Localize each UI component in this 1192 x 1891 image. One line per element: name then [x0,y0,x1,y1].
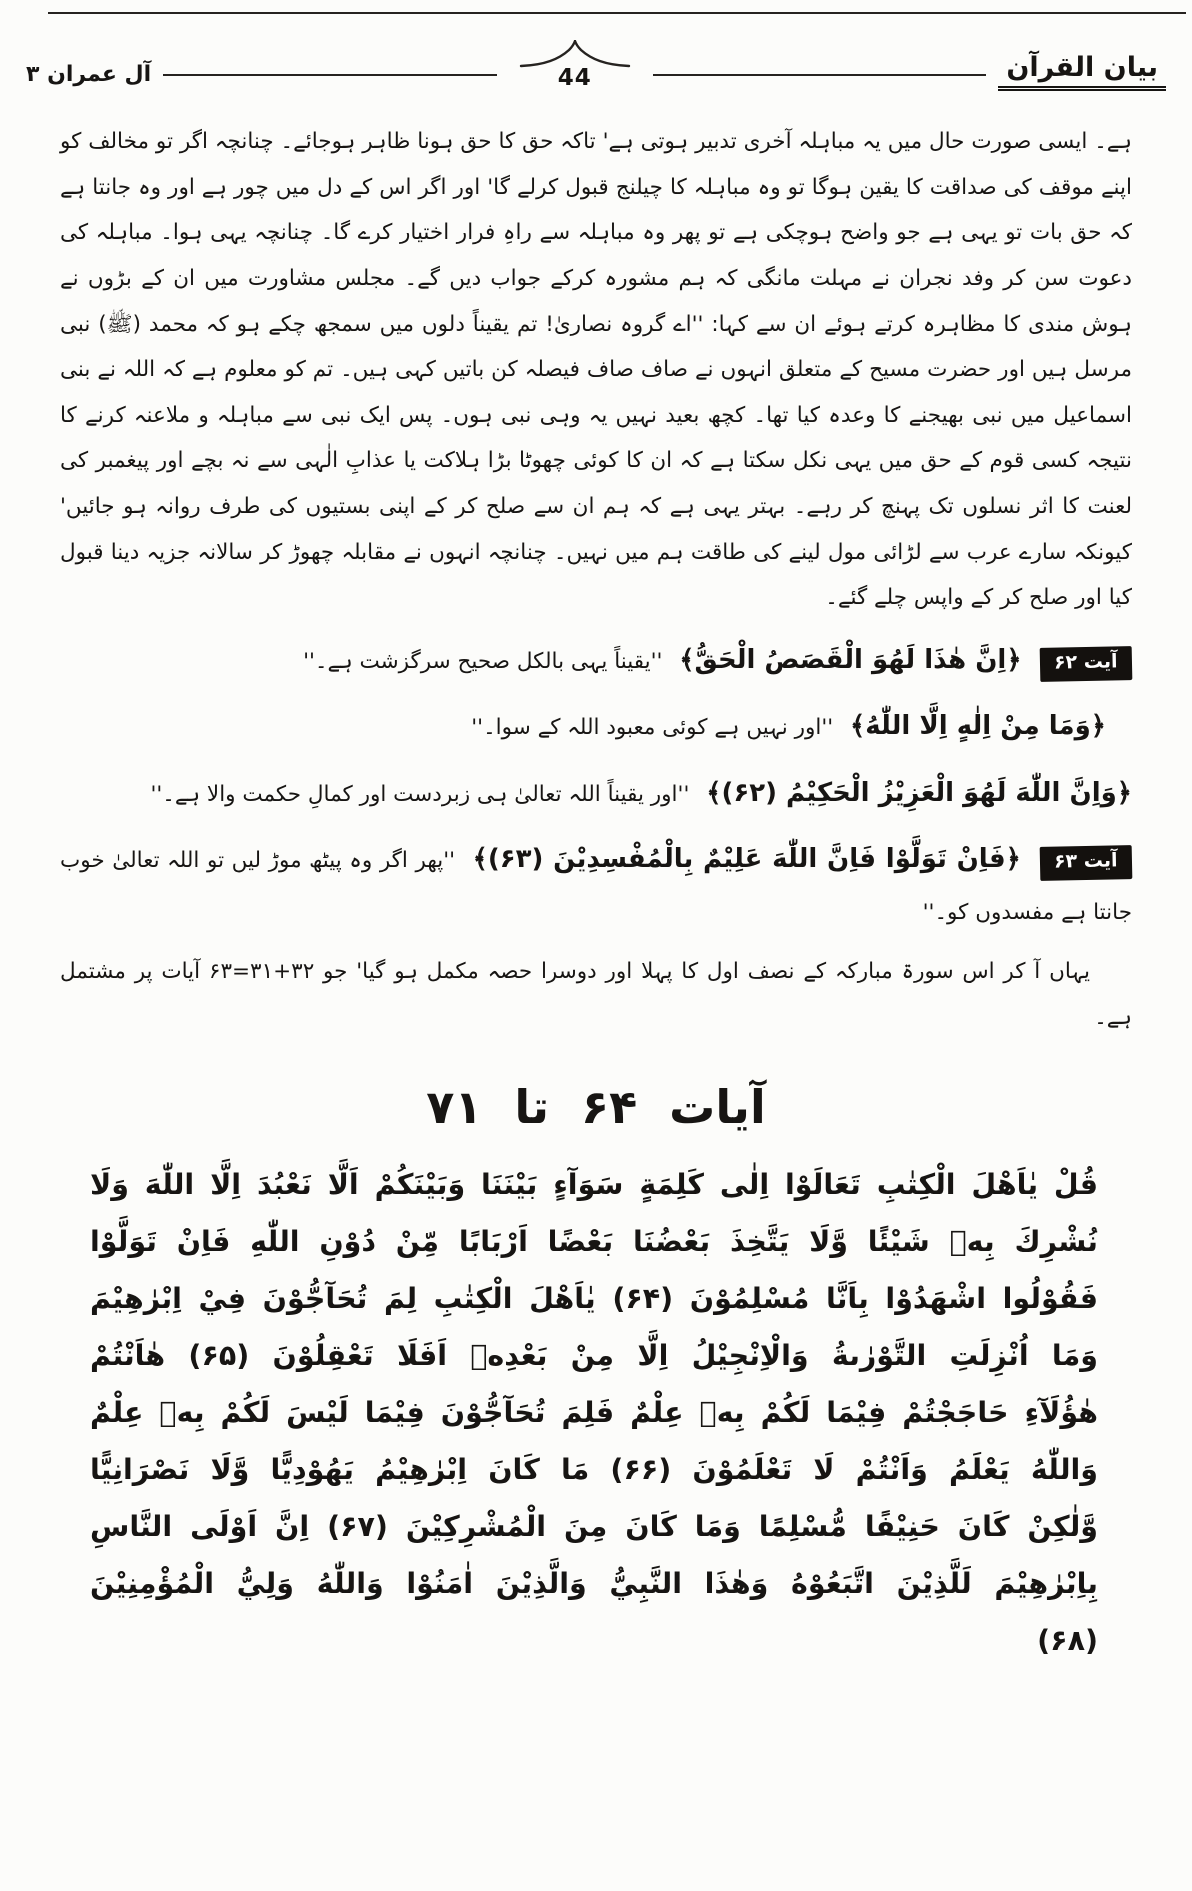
ayat-62c-line [60,764,1132,823]
page-number: 44 [557,65,592,91]
header-divider-right [653,74,987,76]
commentary-paragraph: ہے۔ ایسی صورت حال میں یہ مباہلہ آخری تدبیر ہوتی ہے' تاکہ حق کا حق ہونا ظاہر ہوجائے۔ چنانچہ اگر تو مخالف کو اپنے موقف کی صداقت کا یقین ہوگا تو وہ مباہلہ کا چیلنج قبول کرلے گا' اور اگر اس کے دل میں چور ہے اور وہ جانتا ہے کہ حق بات تو یہی ہے جو واضح ہوچکی ہے تو پھر وہ مباہلہ سے راہِ فرار اختیار کرے گا۔ چنانچہ یہی ہوا۔ مباہلہ کی دعوت سن کر وفد نجران نے مہلت مانگی کہ ہم مشورہ کرکے جواب دیں گے۔ مجلس مشاورت میں ان کے بڑوں نے ہوش مندی کا مظاہرہ کرتے ہوئے ان سے کہا: ''اے گروہ نصاریٰ! تم یقیناً دلوں میں سمجھ چکے ہو کہ محمد (ﷺ) نبی مرسل ہیں اور حضرت مسیح کے متعلق انہوں نے صاف صاف فیصلہ کن باتیں کہی ہیں۔ تم کو معلوم ہے کہ اللہ نے بنی اسماعیل میں نبی بھیجنے کا وعدہ کیا تھا۔ کچھ بعید نہیں یہ وہی نبی ہوں۔ پس ایک نبی سے مباہلہ و ملاعنہ کرنے کا نتیجہ کسی قوم کے حق میں یہی نکل سکتا ہے کہ ان کا کوئی چھوٹا بڑا ہلاکت یا عذابِ الٰہی سے نہ بچے اور پیغمبر کی لعنت کا اثر نسلوں تک پہنچ کر رہے۔ بہتر یہی ہے کہ ہم ان سے صلح کر کے اپنی بستیوں کی طرف روانہ ہو جائیں' کیونکہ سارے عرب سے لڑائی مول لینے کی طاقت ہم میں نہیں۔ چنانچہ انہوں نے مقابلہ چھوڑ کر سالانہ جزیہ دینا قبول کیا اور صلح کر کے واپس چلے گئے۔ [60,129,1132,611]
section-closing-paragraph: یہاں آ کر اس سورۃ مبارکہ کے نصف اول کا پہلا اور دوسرا حصہ مکمل ہو گیا' جو ۳۲+۳۱=۶۳ آیات پر مشتمل ہے۔ [60,959,1132,1030]
ayat-63-marker: آیت ۶۳ [1040,845,1132,881]
ayat-62-translation: ''یقیناً یہی بالکل صحیح سرگزشت ہے۔'' [303,648,663,674]
ayat-62b-translation: ''اور نہیں ہے کوئی معبود اللہ کے سوا۔'' [471,715,834,741]
ayat-62b-line [60,697,1132,756]
ayat-62b-arabic-text: ﴿وَمَا مِنْ اِلٰهٍ اِلَّا اللّٰهُ﴾ [850,711,1106,742]
ayat-63-translation: ''پھر اگر وہ پیٹھ موڑ لیں تو اللہ تعالیٰ خوب جانتا ہے مفسدوں کو۔'' [60,848,1132,925]
page-content [0,91,1192,1669]
page-number-block [509,40,641,91]
ayat-62-line [60,631,1132,690]
ayat-62-arabic-text: ﴿اِنَّ هٰذَا لَهُوَ الْقَصَصُ الْحَقُّ﴾ [679,644,1022,675]
header-divider-left [163,74,497,76]
dome-ornament-icon [519,40,631,68]
ayat-63-line [60,830,1132,937]
ayat-62c-translation: ''اور یقیناً اللہ تعالیٰ ہی زبردست اور کمالِ حکمت والا ہے۔'' [150,781,690,807]
top-border-rule [48,12,1186,14]
book-title: بیان القرآن [998,52,1166,91]
ayat-62-marker: آیت ۶۲ [1040,646,1132,682]
ayat-62c-arabic-text: ﴿وَاِنَّ اللّٰهَ لَهُوَ الْعَزِيْزُ الْحَكِيْمُ (۶۲)﴾ [706,777,1132,808]
section-heading: آیات ۶۴ تا ۷۱ [426,1080,766,1135]
quran-verses-block: قُلْ يٰاَهْلَ الْكِتٰبِ تَعَالَوْا اِلٰى كَلِمَةٍ سَوَآءٍ بَيْنَنَا وَبَيْنَكُمْ اَلَّا نَعْبُدَ اِلَّا اللّٰهَ وَلَا نُشْرِكَ بِهٖ شَيْئًا وَّلَا يَتَّخِذَ بَعْضُنَا بَعْضًا اَرْبَابًا مِّنْ دُوْنِ اللّٰهِ فَاِنْ تَوَلَّوْا فَقُوْلُوا اشْهَدُوْا بِاَنَّا مُسْلِمُوْنَ (۶۴) يٰاَهْلَ الْكِتٰبِ لِمَ تُحَآجُّوْنَ فِيْ اِبْرٰهِيْمَ وَمَا اُنْزِلَتِ التَّوْرٰىةُ وَالْاِنْجِيْلُ اِلَّا مِنْ بَعْدِهٖ اَفَلَا تَعْقِلُوْنَ (۶۵) هٰاَنْتُمْ هٰؤُلَآءِ حَاجَجْتُمْ فِيْمَا لَكُمْ بِهٖ عِلْمٌ فَلِمَ تُحَآجُّوْنَ فِيْمَا لَيْسَ لَكُمْ بِهٖ عِلْمٌ وَاللّٰهُ يَعْلَمُ وَاَنْتُمْ لَا تَعْلَمُوْنَ (۶۶) مَا كَانَ اِبْرٰهِيْمُ يَهُوْدِيًّا وَّلَا نَصْرَانِيًّا وَّلٰكِنْ كَانَ حَنِيْفًا مُّسْلِمًا وَمَا كَانَ مِنَ الْمُشْرِكِيْنَ (۶۷) اِنَّ اَوْلَى النَّاسِ بِاِبْرٰهِيْمَ لَلَّذِيْنَ اتَّبَعُوْهُ وَهٰذَا النَّبِيُّ وَالَّذِيْنَ اٰمَنُوْا وَاللّٰهُ وَلِيُّ الْمُؤْمِنِيْنَ (۶۸) [90,1168,1099,1658]
ayat-63-arabic-text: ﴿فَاِنْ تَوَلَّوْا فَاِنَّ اللّٰهَ عَلِيْمٌ بِالْمُفْسِدِيْنَ (۶۳)﴾ [472,844,1021,875]
surah-title: آل عمران ۳ [26,62,152,88]
